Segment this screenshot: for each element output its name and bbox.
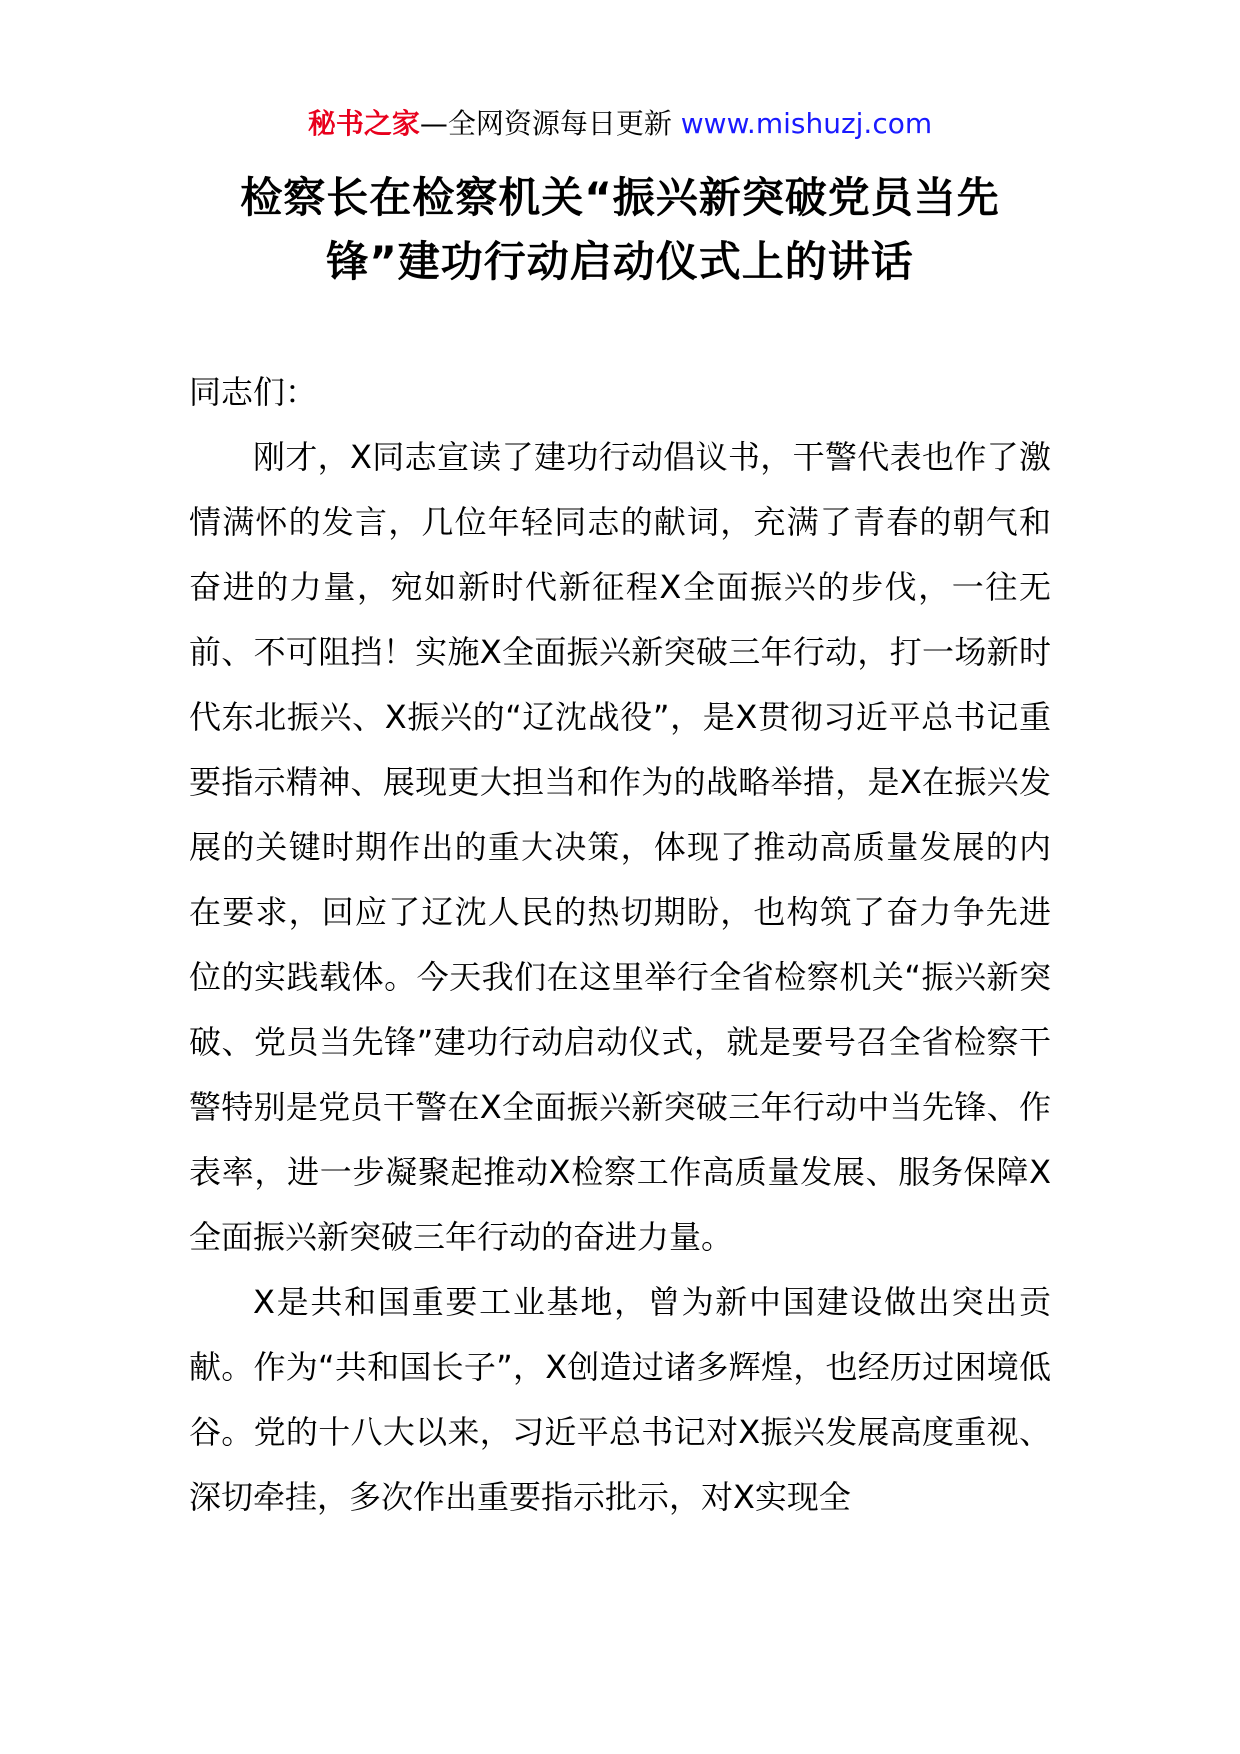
document-body (189, 360, 1051, 1530)
site-slogan: —全网资源每日更新 (419, 107, 681, 140)
site-header (0, 104, 1240, 144)
site-url-link[interactable]: www.mishuzj.com (680, 107, 933, 140)
site-brand: 秘书之家 (307, 107, 420, 140)
body-paragraph-2: X是共和国重要工业基地，曾为新中国建设做出突出贡献。作为“共和国长子”，X创造过诸多辉煌，也经历过困境低谷。党的十八大以来，习近平总书记对X振兴发展高度重视、深切牵挂，多次作出重要指示批示，对X实现全 (189, 1283, 1051, 1516)
document-title: 检察长在检察机关“振兴新突破党员当先锋”建功行动启动仪式上的讲话 (240, 173, 1000, 286)
body-paragraph-1: 刚才，X同志宣读了建功行动倡议书，干警代表也作了激情满怀的发言，几位年轻同志的献词，充满了青春的朝气和奋进的力量，宛如新时代新征程X全面振兴的步伐，一往无前、不可阻挡！实施X全面振兴新突破三年行动，打一场新时代东北振兴、X振兴的“辽沈战役”，是X贯彻习近平总书记重要指示精神、展现更大担当和作为的战略举措，是X在振兴发展的关键时期作出的重大决策，体现了推动高质量发展的内在要求，回应了辽沈人民的热切期盼，也构筑了奋力争先进位的实践载体。今天我们在这里举行全省检察机关“振兴新突破、党员当先锋”建功行动启动仪式，就是要号召全省检察干警特别是党员干警在X全面振兴新突破三年行动中当先锋、作表率，进一步凝聚起推动X检察工作高质量发展、服务保障X全面振兴新突破三年行动的奋进力量。 (189, 438, 1051, 1256)
salutation: 同志们： (189, 373, 318, 411)
